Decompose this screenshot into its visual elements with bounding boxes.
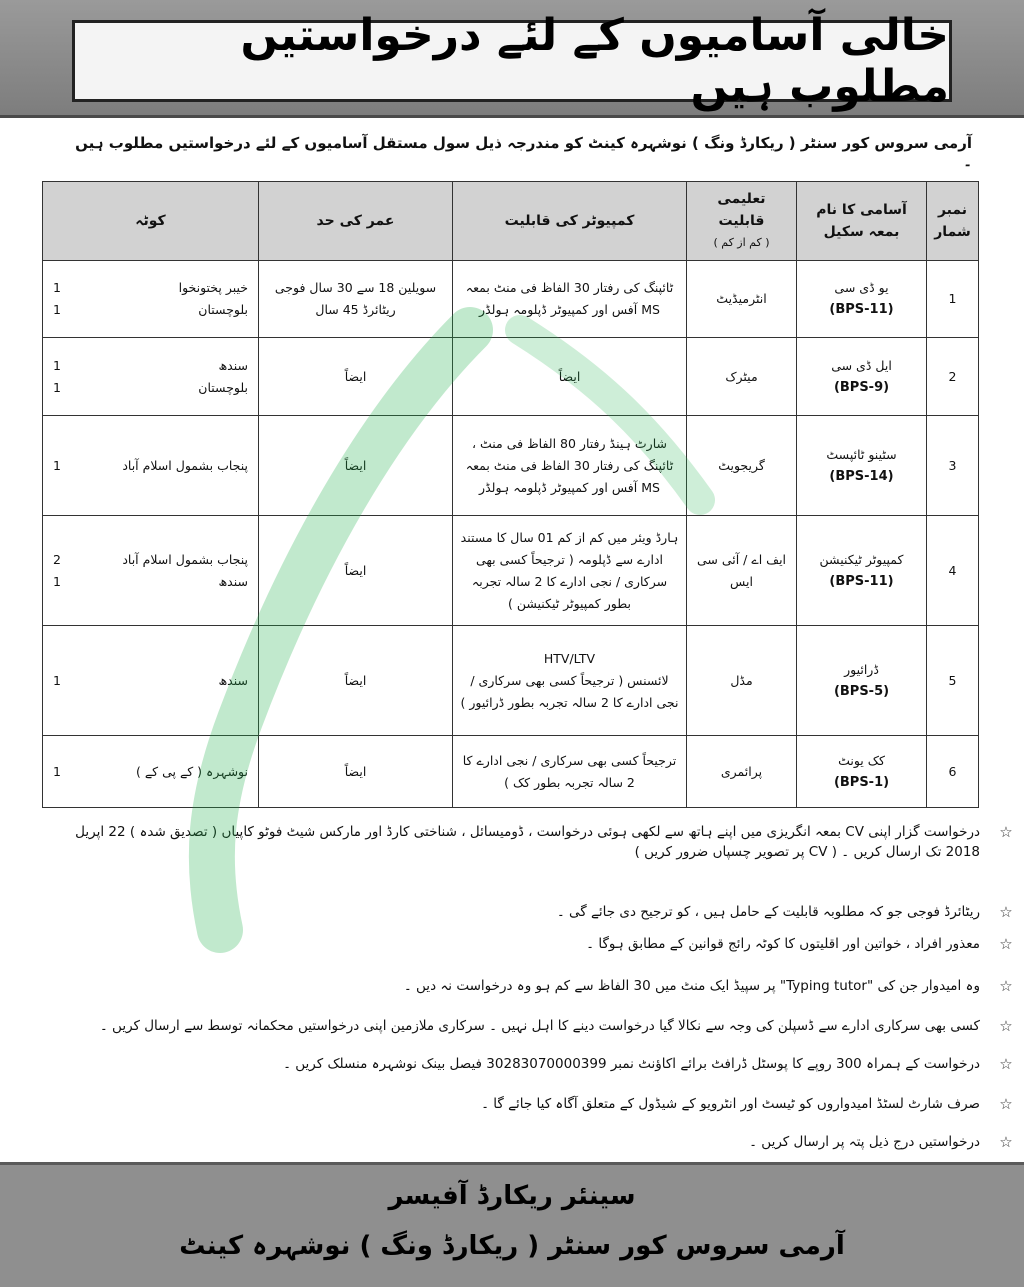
star-bullet-icon: ☆ <box>999 1133 1013 1151</box>
quota-count: 1 <box>53 280 61 295</box>
note-item <box>60 976 1013 996</box>
quota-line <box>49 277 252 299</box>
bps-scale: (BPS-9) <box>833 379 890 395</box>
quota-region: پنجاب بشمول اسلام آباد <box>122 457 248 473</box>
computer-skill-cell: شارٹ ہینڈ رفتار 80 الفاظ فی منٹ ، ٹائپنگ کی رفتار 30 الفاظ فی منٹ بمعہ MS آفس اور کمپیوٹر ڈپلومہ ہولڈر <box>453 416 687 516</box>
quota-region: خیبر پختونخوا <box>178 280 248 295</box>
quota-region: نوشہرہ ( کے پی کے ) <box>135 763 248 779</box>
quota-count: 1 <box>53 573 61 589</box>
serial-cell: 3 <box>927 416 979 516</box>
quota-count: 1 <box>53 302 61 317</box>
quota-count: 1 <box>53 379 61 395</box>
vacancy-table <box>42 181 979 808</box>
note-item <box>60 1016 1013 1036</box>
age-cell: ایضاً <box>259 736 453 808</box>
quota-line <box>49 355 252 377</box>
serial-cell: 6 <box>927 736 979 808</box>
note-item <box>60 902 1013 922</box>
bps-scale: (BPS-11) <box>829 302 894 317</box>
table-row <box>43 626 979 736</box>
post-cell <box>797 626 927 736</box>
post-cell <box>797 261 927 338</box>
star-bullet-icon: ☆ <box>999 1055 1013 1073</box>
quota-cell <box>43 516 259 626</box>
post-name: کک یونٹ <box>838 752 885 768</box>
table-row <box>43 416 979 516</box>
bps-scale: (BPS-14) <box>829 468 894 484</box>
page-title: خالی آسامیوں کے لئے درخواستیں مطلوب ہیں <box>240 10 949 112</box>
quota-count: 1 <box>53 672 61 688</box>
qualification-cell: میٹرک <box>687 338 797 416</box>
quota-cell <box>43 626 259 736</box>
qualification-cell: پرائمری <box>687 736 797 808</box>
title-box <box>72 10 952 112</box>
post-name: یو ڈی سی <box>834 280 889 295</box>
post-name: کمپیوٹر ٹیکنیشن <box>819 551 904 567</box>
license-type: HTV/LTV <box>543 650 596 666</box>
quota-cell <box>43 416 259 516</box>
quota-region: سندھ <box>218 672 248 688</box>
note-text: معذور افراد ، خواتین اور اقلیتوں کا کوٹہ رائج قوانین کے مطابق ہوگا ۔ <box>586 936 980 952</box>
note-text: درخواست گزار اپنی CV بمعہ انگریزی میں اپنے ہاتھ سے لکھی ہوئی درخواست ، ڈومیسائل ، شناختی کارڈ اور مارکس شیٹ فوٹو کاپیاں ( تصدیق شدہ ) 22 اپریل 2018 تک ارسال کریں ۔ ( CV پر تصویر چسپاں ضرور کریں ) <box>75 824 980 860</box>
note-item <box>60 1054 1013 1074</box>
note-text: کسی بھی سرکاری ادارے سے ڈسپلن کی وجہ سے نکالا گیا درخواست دینے کا اہل نہیں ۔ سرکاری ملازمین اپنی درخواستیں محکمانہ توسط سے ارسال کریں ۔ <box>99 1018 980 1034</box>
header-qualification-sub: ( کم از کم ) <box>713 236 770 249</box>
quota-count: 1 <box>53 457 61 473</box>
age-cell: ایضاً <box>259 516 453 626</box>
header-banner <box>0 0 1024 118</box>
note-text: درخواستیں درج ذیل پتہ پر ارسال کریں ۔ <box>749 1134 980 1150</box>
serial-cell: 2 <box>927 338 979 416</box>
note-item <box>60 934 1013 954</box>
computer-skill-cell: ٹائپنگ کی رفتار 30 الفاظ فی منٹ بمعہ MS آفس اور کمپیوٹر ڈپلومہ ہولڈر <box>453 261 687 338</box>
qualification-cell: مڈل <box>687 626 797 736</box>
quota-count: 1 <box>53 357 61 373</box>
note-item <box>60 1132 1013 1152</box>
age-cell: ایضاً <box>259 626 453 736</box>
post-name: ایل ڈی سی <box>831 357 892 373</box>
quota-line <box>49 761 252 783</box>
quota-cell <box>43 261 259 338</box>
header-qualification <box>687 182 797 261</box>
post-cell <box>797 516 927 626</box>
header-computer-skill: کمپیوٹر کی قابلیت <box>453 182 687 261</box>
note-text: صرف شارٹ لسٹڈ امیدواروں کو ٹیسٹ اور انٹرویو کے شیڈول کے متعلق آگاہ کیا جائے گا ۔ <box>481 1096 980 1112</box>
serial-cell: 4 <box>927 516 979 626</box>
bps-scale: (BPS-11) <box>829 573 894 589</box>
qualification-cell: گریجویٹ <box>687 416 797 516</box>
age-cell: ایضاً <box>259 338 453 416</box>
table-row <box>43 516 979 626</box>
note-text: وہ امیدوار جن کی "Typing tutor" پر سپیڈ ایک منٹ میں 30 الفاظ سے کم ہو وہ درخواست نہ دیں ۔ <box>403 978 980 994</box>
age-cell: ایضاً <box>259 416 453 516</box>
computer-skill-cell: ترجیحاً کسی بھی سرکاری / نجی ادارے کا 2 سالہ تجربہ بطور کک ) <box>453 736 687 808</box>
serial-cell: 5 <box>927 626 979 736</box>
table-row <box>43 736 979 808</box>
quota-region: سندھ <box>218 357 248 373</box>
quota-line <box>49 455 252 477</box>
header-qualification-label: تعلیمی قابلیت <box>717 191 766 229</box>
serial-cell: 1 <box>927 261 979 338</box>
star-bullet-icon: ☆ <box>999 977 1013 995</box>
quota-region: بلوچستان <box>198 302 248 317</box>
star-bullet-icon: ☆ <box>999 823 1013 841</box>
age-cell: سویلین 18 سے 30 سال فوجی ریٹائرڈ 45 سال <box>259 261 453 338</box>
quota-region: سندھ <box>218 573 248 589</box>
quota-line <box>49 299 252 321</box>
quota-cell <box>43 338 259 416</box>
computer-skill-cell: ایضاً <box>453 338 687 416</box>
header-age-limit: عمر کی حد <box>259 182 453 261</box>
quota-region: بلوچستان <box>198 379 248 395</box>
header-serial: نمبر شمار <box>927 182 979 261</box>
quota-cell <box>43 736 259 808</box>
note-text: ریٹائرڈ فوجی جو کہ مطلوبہ قابلیت کے حامل ہیں ، کو ترجیح دی جائے گی ۔ <box>556 904 980 920</box>
qualification-cell: انٹرمیڈیٹ <box>687 261 797 338</box>
post-cell <box>797 736 927 808</box>
star-bullet-icon: ☆ <box>999 903 1013 921</box>
post-cell <box>797 338 927 416</box>
computer-skill-cell: ہارڈ ویئر میں کم از کم 01 سال کا مستند ادارے سے ڈپلومہ ( ترجیحاً کسی بھی سرکاری / نجی ادارے کا 2 سالہ تجربہ بطور کمپیوٹر ٹیکنیشن ) <box>453 516 687 626</box>
bps-scale: (BPS-5) <box>833 683 890 699</box>
footer-office-title: سینئر ریکارڈ آفیسر <box>388 1181 636 1211</box>
table-header-row <box>43 182 979 261</box>
post-cell <box>797 416 927 516</box>
qualification-cell: ایف اے / آئی سی ایس <box>687 516 797 626</box>
post-name: ڈرائیور <box>844 661 879 677</box>
footer-banner <box>0 1162 1024 1287</box>
quota-line <box>49 571 252 593</box>
computer-skill-cell <box>453 626 687 736</box>
quota-line <box>49 549 252 571</box>
footer-address: آرمی سروس کور سنٹر ( ریکارڈ ونگ ) نوشہرہ کینٹ <box>179 1231 845 1261</box>
quota-count: 2 <box>53 551 61 567</box>
post-name: سٹینو ٹائپسٹ <box>826 446 897 462</box>
quota-region: پنجاب بشمول اسلام آباد <box>122 551 248 567</box>
note-item <box>60 822 1013 862</box>
table-row <box>43 338 979 416</box>
star-bullet-icon: ☆ <box>999 1017 1013 1035</box>
bps-scale: (BPS-1) <box>833 774 890 790</box>
quota-line <box>49 377 252 399</box>
table-row <box>43 261 979 338</box>
note-text: درخواست کے ہمراہ 300 روپے کا پوسٹل ڈرافٹ برائے اکاؤنٹ نمبر 30283070000399 فیصل بینک نوشہرہ منسلک کریں ۔ <box>283 1056 980 1072</box>
intro-text: آرمی سروس کور سنٹر ( ریکارڈ ونگ ) نوشہرہ کینٹ کو مندرجہ ذیل سول مستقل آسامیوں کے لئے درخواستیں مطلوب ہیں ۔ <box>75 134 972 170</box>
quota-line <box>49 670 252 692</box>
computer-skill-text: لائسنس ( ترجیحاً کسی بھی سرکاری / نجی ادارے کا 2 سالہ تجربہ بطور ڈرائیور ) <box>460 672 679 710</box>
quota-count: 1 <box>53 763 61 779</box>
star-bullet-icon: ☆ <box>999 935 1013 953</box>
header-post: آسامی کا نام بمعہ سکیل <box>797 182 927 261</box>
note-item <box>60 1094 1013 1114</box>
star-bullet-icon: ☆ <box>999 1095 1013 1113</box>
header-quota: کوٹہ <box>43 182 259 261</box>
